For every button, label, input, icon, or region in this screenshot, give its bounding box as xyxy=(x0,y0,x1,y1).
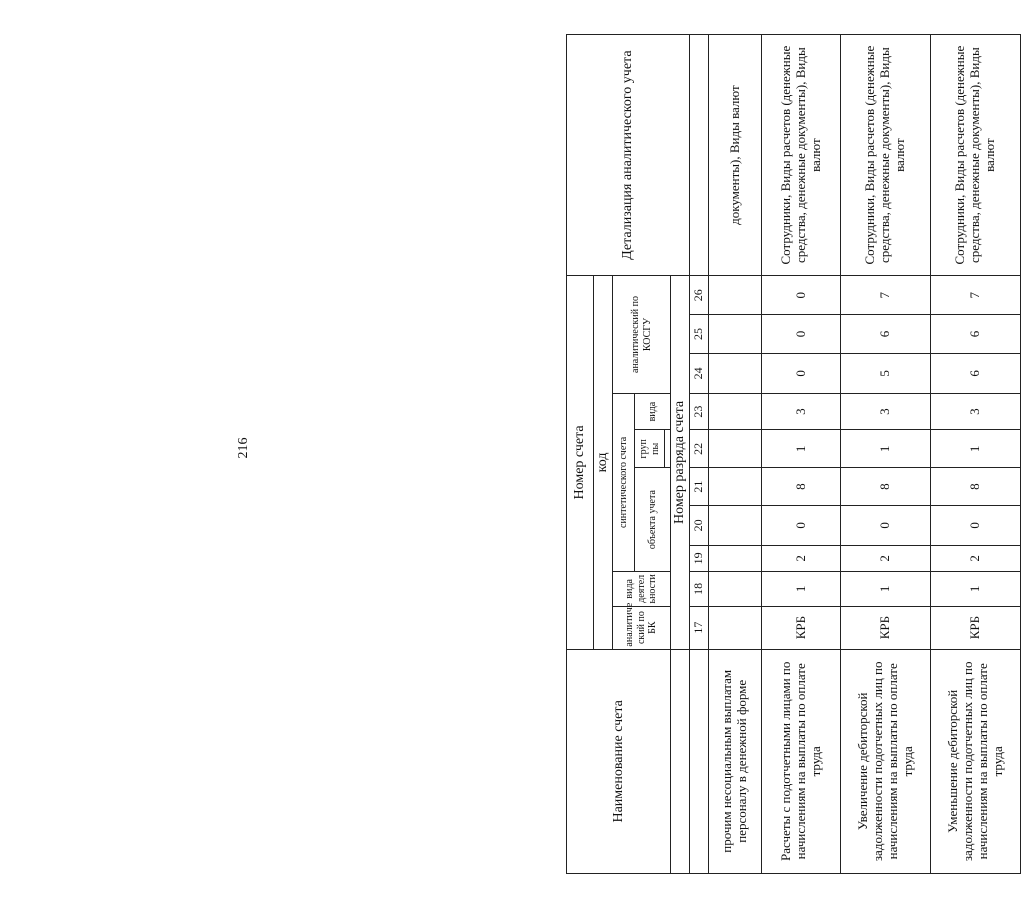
digit-17: 17 xyxy=(690,606,709,649)
cell-17: КРБ xyxy=(931,606,1021,649)
digit-23: 23 xyxy=(690,393,709,430)
cell-23 xyxy=(709,393,762,430)
row-detail: Сотрудники, Виды расчетов (денежные средства, денежные документы), Виды валют xyxy=(841,35,931,276)
cell-25 xyxy=(709,315,762,354)
header-group: груп пы xyxy=(635,430,665,468)
cell-26: 0 xyxy=(762,276,841,315)
table-row xyxy=(709,35,762,874)
cell-19: 2 xyxy=(841,545,931,571)
cell-26: 7 xyxy=(841,276,931,315)
row-detail: Сотрудники, Виды расчетов (денежные средства, денежные документы), Виды валют xyxy=(931,35,1021,276)
cell-24 xyxy=(709,353,762,393)
digit-19: 19 xyxy=(690,545,709,571)
digit-26: 26 xyxy=(690,276,709,315)
digit-21: 21 xyxy=(690,468,709,506)
table-row xyxy=(841,35,931,874)
page-number-wrap xyxy=(229,433,259,463)
accounts-table xyxy=(566,34,1021,874)
cell-25: 0 xyxy=(762,315,841,354)
cell-21 xyxy=(709,468,762,506)
rotated-table-container xyxy=(566,0,1005,862)
cell-23: 3 xyxy=(931,393,1021,430)
cell-23: 3 xyxy=(762,393,841,430)
header-detail: Детализация аналитического учета xyxy=(567,35,690,276)
cell-18: 1 xyxy=(841,572,931,607)
header-blank xyxy=(671,649,690,873)
cell-25: 6 xyxy=(841,315,931,354)
cell-22 xyxy=(709,430,762,468)
cell-18 xyxy=(709,572,762,607)
cell-19 xyxy=(709,545,762,571)
cell-23: 3 xyxy=(841,393,931,430)
cell-19: 2 xyxy=(931,545,1021,571)
cell-24: 0 xyxy=(762,353,841,393)
header-kind: вида xyxy=(635,393,671,430)
table-row xyxy=(931,35,1021,874)
cell-21: 8 xyxy=(841,468,931,506)
cell-20: 0 xyxy=(931,505,1021,545)
row-detail: документы), Виды валют xyxy=(709,35,762,276)
header-activity-type: вида деятел ьности xyxy=(613,572,671,607)
cell-20 xyxy=(709,505,762,545)
cell-24: 6 xyxy=(931,353,1021,393)
header-code: код xyxy=(594,276,613,649)
page-number: 216 xyxy=(236,437,251,459)
digit-18: 18 xyxy=(690,572,709,607)
cell-20: 0 xyxy=(841,505,931,545)
header-account-name: Наименование счета xyxy=(567,649,671,873)
cell-22: 1 xyxy=(931,430,1021,468)
cell-24: 5 xyxy=(841,353,931,393)
digit-24: 24 xyxy=(690,353,709,393)
cell-26 xyxy=(709,276,762,315)
header-account-number: Номер счета xyxy=(567,276,594,649)
row-name: прочим несоциальным выплатам персоналу в денежной форме xyxy=(709,649,762,873)
row-name: Уменьшение дебиторской задолженности подотчетных лиц по начислениям на выплаты по оплате труда xyxy=(931,649,1021,873)
cell-20: 0 xyxy=(762,505,841,545)
cell-18: 1 xyxy=(931,572,1021,607)
row-name: Расчеты с подотчетными лицами по начислениям на выплаты по оплате труда xyxy=(762,649,841,873)
cell-26: 7 xyxy=(931,276,1021,315)
cell-22: 1 xyxy=(841,430,931,468)
row-name: Увеличение дебиторской задолженности подотчетных лиц по начислениям на выплаты по оплате труда xyxy=(841,649,931,873)
cell-22: 1 xyxy=(762,430,841,468)
cell-25: 6 xyxy=(931,315,1021,354)
cell-17 xyxy=(709,606,762,649)
row-detail: Сотрудники, Виды расчетов (денежные средства, денежные документы), Виды валют xyxy=(762,35,841,276)
cell-21: 8 xyxy=(762,468,841,506)
cell-17: КРБ xyxy=(841,606,931,649)
header-synthetic: синтетического счета xyxy=(613,393,635,571)
cell-17: КРБ xyxy=(762,606,841,649)
digit-20: 20 xyxy=(690,505,709,545)
header-digit-number: Номер разряда счета xyxy=(671,276,690,649)
header-kosgu: аналитический по КОСГУ xyxy=(613,276,671,393)
cell-18: 1 xyxy=(762,572,841,607)
header-blank-3 xyxy=(690,35,709,276)
cell-21: 8 xyxy=(931,468,1021,506)
header-account-object: объекта учета xyxy=(635,468,671,572)
header-analytic-bk: аналитиче ский по БК xyxy=(613,606,671,649)
digit-22: 22 xyxy=(690,430,709,468)
table-row xyxy=(762,35,841,874)
header-blank-2 xyxy=(690,649,709,873)
cell-19: 2 xyxy=(762,545,841,571)
digit-25: 25 xyxy=(690,315,709,354)
